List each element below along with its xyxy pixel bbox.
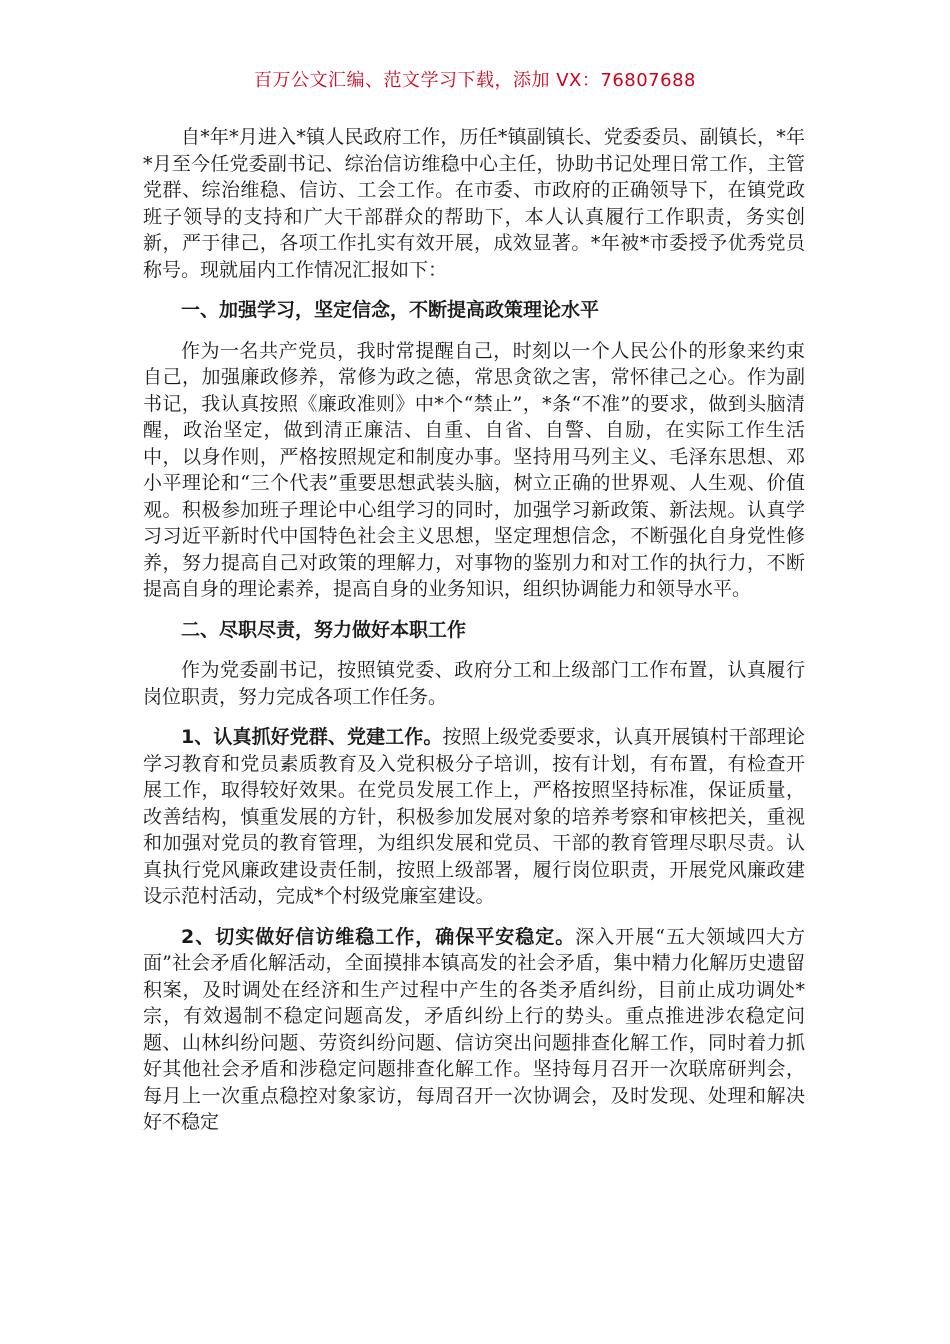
item-1-lead: 1、认真抓好党群、党建工作。 <box>181 726 443 748</box>
section-1-heading: 一、加强学习，坚定信念，不断提高政策理论水平 <box>181 299 600 321</box>
item-1-paragraph <box>143 724 805 910</box>
item-2-lead: 2、切实做好信访维稳工作，确保平安稳定。 <box>181 925 576 948</box>
document-body <box>143 124 805 1150</box>
item-2-paragraph <box>143 924 805 1136</box>
section-2-intro-paragraph: 作为党委副书记，按照镇党委、政府分工和上级部门工作布置，认真履行岗位职责，努力完成各项工作任务。 <box>143 659 805 708</box>
item-1-body: 按照上级党委要求，认真开展镇村干部理论学习教育和党员素质教育及入党积极分子培训，按有计划，有布置，有检查开展工作，取得较好效果。在党员发展工作上，严格按照坚持标准，保证质量，改善结构，慎重发展的方针，积极参加发展对象的培养考察和审核把关，重视和加强对党员的教育管理，为组织发展和党员、干部的教育管理尽职尽责。认真执行党风廉政建设责任制，按照上级部署，履行岗位职责，开展党风廉政建设示范村活动，完成*个村级党廉室建设。 <box>143 726 805 907</box>
item-2-body: 深入开展“五大领域四大方面”社会矛盾化解活动，全面摸排本镇高发的社会矛盾，集中精力化解历史遗留积案，及时调处在经济和生产过程中产生的各类矛盾纠纷，目前止成功调处*宗，有效遏制不稳定问题高发，矛盾纠纷上行的势头。重点推进涉农稳定问题、山林纠纷问题、劳资纠纷问题、信访突出问题排查化解工作，同时着力抓好其他社会矛盾和涉稳定问题排查化解工作。坚持每月召开一次联席研判会，每月上一次重点稳控对象家访，每周召开一次协调会，及时发现、处理和解决好不稳定 <box>143 925 805 1133</box>
intro-paragraph: 自*年*月进入*镇人民政府工作，历任*镇副镇长、党委委员、副镇长，*年*月至今任党委副书记、综治信访维稳中心主任，协助书记处理日常工作，主管党群、综治维稳、信访、工会工作。在市委、市政府的正确领导下，在镇党政班子领导的支持和广大干部群众的帮助下，本人认真履行工作职责，务实创新，严于律己，各项工作扎实有效开展，成效显著。*年被*市委授予优秀党员称号。现就届内工作情况汇报如下： <box>143 126 805 281</box>
section-2-heading: 二、尽职尽责，努力做好本职工作 <box>181 618 467 641</box>
section-1-paragraph: 作为一名共产党员，我时常提醒自己，时刻以一个人民公仆的形象来约束自己，加强廉政修养，常修为政之德，常思贪欲之害，常怀律己之心。作为副书记，我认真按照《廉政准则》中*个“禁止”，*条“不准”的要求，做到头脑清醒，政治坚定，做到清正廉洁、自重、自省、自警、自励，在实际工作生活中，以身作则，严格按照规定和制度办事。坚持用马列主义、毛泽东思想、邓小平理论和“三个代表”重要思想武装头脑，树立正确的世界观、人生观、价值观。积极参加班子理论中心组学习的同时，加强学习新政策、新法规。认真学习习近平新时代中国特色社会主义思想，坚定理想信念，不断强化自身党性修养，努力提高自己对政策的理解力，对事物的鉴别力和对工作的执行力，不断提高自身的理论素养，提高自身的业务知识，组织协调能力和领导水平。 <box>143 339 805 600</box>
watermark-header: 百万公文汇编、范文学习下载，添加 VX：76807688 <box>254 70 696 91</box>
